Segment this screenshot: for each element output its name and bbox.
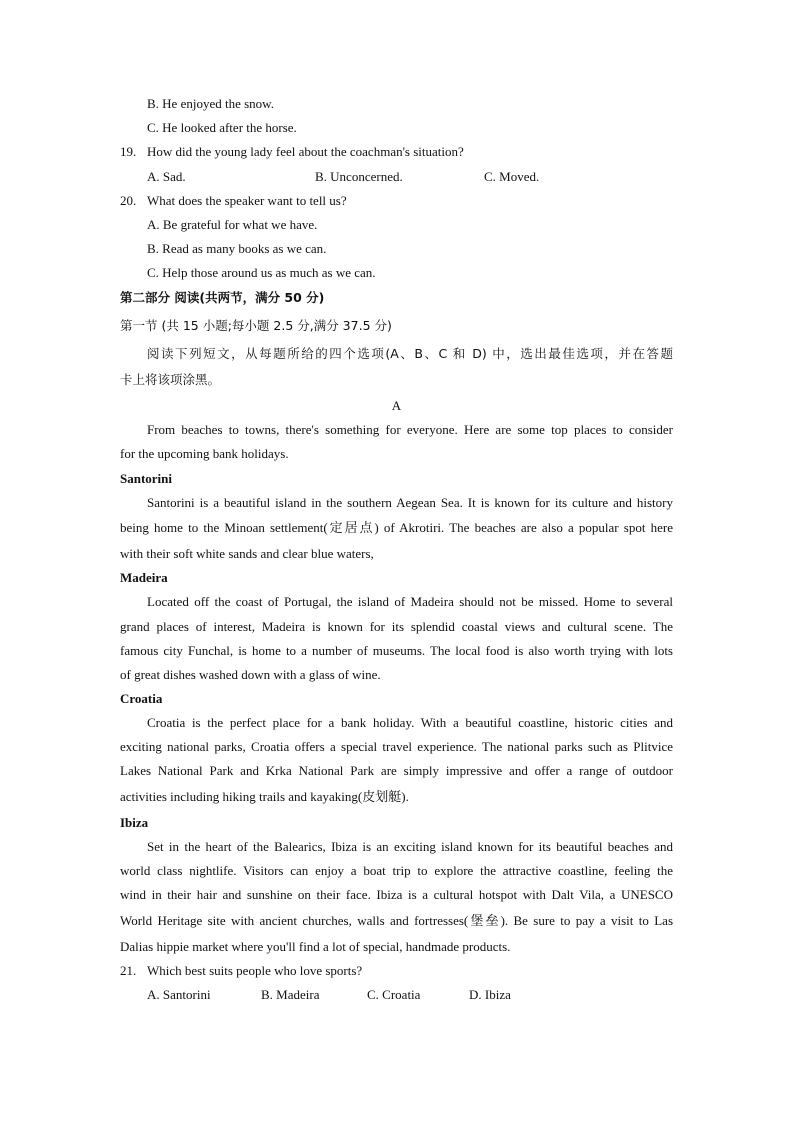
ibiza-line-2: world class nightlife. Visitors can enjoy a boat trip to explore the attractive coastline, feeling the xyxy=(120,863,673,878)
q19-option-a: A. Sad. xyxy=(147,169,186,184)
part2-heading: 第二部分 阅读(共两节，满分 50 分) xyxy=(120,290,325,305)
q18-option-b: B. He enjoyed the snow. xyxy=(147,96,274,111)
ibiza-line-5: Dalias hippie market where you'll find a lot of special, handmade products. xyxy=(120,939,511,954)
q21-number: 21. xyxy=(120,963,137,978)
q21-option-d: D. Ibiza xyxy=(469,987,511,1002)
q19-option-c: C. Moved. xyxy=(484,169,540,184)
ibiza-title: Ibiza xyxy=(120,815,149,830)
q20-option-b: B. Read as many books as we can. xyxy=(147,241,327,256)
croatia-line-2: exciting national parks, Croatia offers a special travel experience. The national parks such as Plitvice xyxy=(120,739,673,754)
q20-option-a: A. Be grateful for what we have. xyxy=(147,217,318,232)
q19-option-b: B. Unconcerned. xyxy=(315,169,403,184)
q21-option-a: A. Santorini xyxy=(147,987,211,1002)
q20-question: What does the speaker want to tell us? xyxy=(147,193,347,208)
q20-number: 20. xyxy=(120,193,137,208)
q21-question: Which best suits people who love sports? xyxy=(147,963,363,978)
ibiza-line-4: World Heritage site with ancient churches, walls and fortresses(堡垒). Be sure to pay a visit to Las xyxy=(120,913,673,928)
instruction-line-2: 卡上将该项涂黑。 xyxy=(120,372,221,387)
croatia-line-1: Croatia is the perfect place for a bank holiday. With a beautiful coastline, historic cities and xyxy=(147,715,673,730)
croatia-line-3: Lakes National Park and Krka National Park are simply impressive and offer a range of outdoor xyxy=(120,763,673,778)
madeira-line-4: of great dishes washed down with a glass of wine. xyxy=(120,667,381,682)
q18-option-c: C. He looked after the horse. xyxy=(147,120,297,135)
croatia-title: Croatia xyxy=(120,691,163,706)
santorini-line-2: being home to the Minoan settlement(定居点) of Akrotiri. The beaches are also a popular spot here xyxy=(120,520,673,535)
madeira-line-3: famous city Funchal, is home to a number of museums. The local food is also worth trying with lots xyxy=(120,643,673,658)
intro-line-1: From beaches to towns, there's something for everyone. Here are some top places to consider xyxy=(147,422,673,437)
ibiza-line-3: wind in their hair and sunshine on their face. Ibiza is a cultural hotspot with Dalt Vila, a UNESCO xyxy=(120,887,673,902)
madeira-line-1: Located off the coast of Portugal, the island of Madeira should not be missed. Home to several xyxy=(147,594,673,609)
santorini-line-1: Santorini is a beautiful island in the southern Aegean Sea. It is known for its culture and history xyxy=(147,495,673,510)
intro-line-2: for the upcoming bank holidays. xyxy=(120,446,289,461)
croatia-line-4: activities including hiking trails and kayaking(皮划艇). xyxy=(120,789,409,804)
ibiza-line-1: Set in the heart of the Balearics, Ibiza is an exciting island known for its beautiful beaches and xyxy=(147,839,673,854)
q20-option-c: C. Help those around us as much as we can. xyxy=(147,265,376,280)
passage-label: A xyxy=(391,398,402,413)
q21-option-c: C. Croatia xyxy=(367,987,421,1002)
q21-option-b: B. Madeira xyxy=(261,987,320,1002)
q19-number: 19. xyxy=(120,144,137,159)
section1-heading: 第一节 (共 15 小题;每小题 2.5 分,满分 37.5 分) xyxy=(120,318,392,333)
q19-question: How did the young lady feel about the coachman's situation? xyxy=(147,144,464,159)
madeira-line-2: grand places of interest, Madeira is known for its splendid coastal views and cultural scene. The xyxy=(120,619,673,634)
madeira-title: Madeira xyxy=(120,570,168,585)
santorini-title: Santorini xyxy=(120,471,173,486)
instruction-line-1: 阅读下列短文，从每题所给的四个选项(A、B、C 和 D) 中，选出最佳选项，并在答题 xyxy=(147,346,673,361)
santorini-line-3: with their soft white sands and clear blue waters, xyxy=(120,546,374,561)
